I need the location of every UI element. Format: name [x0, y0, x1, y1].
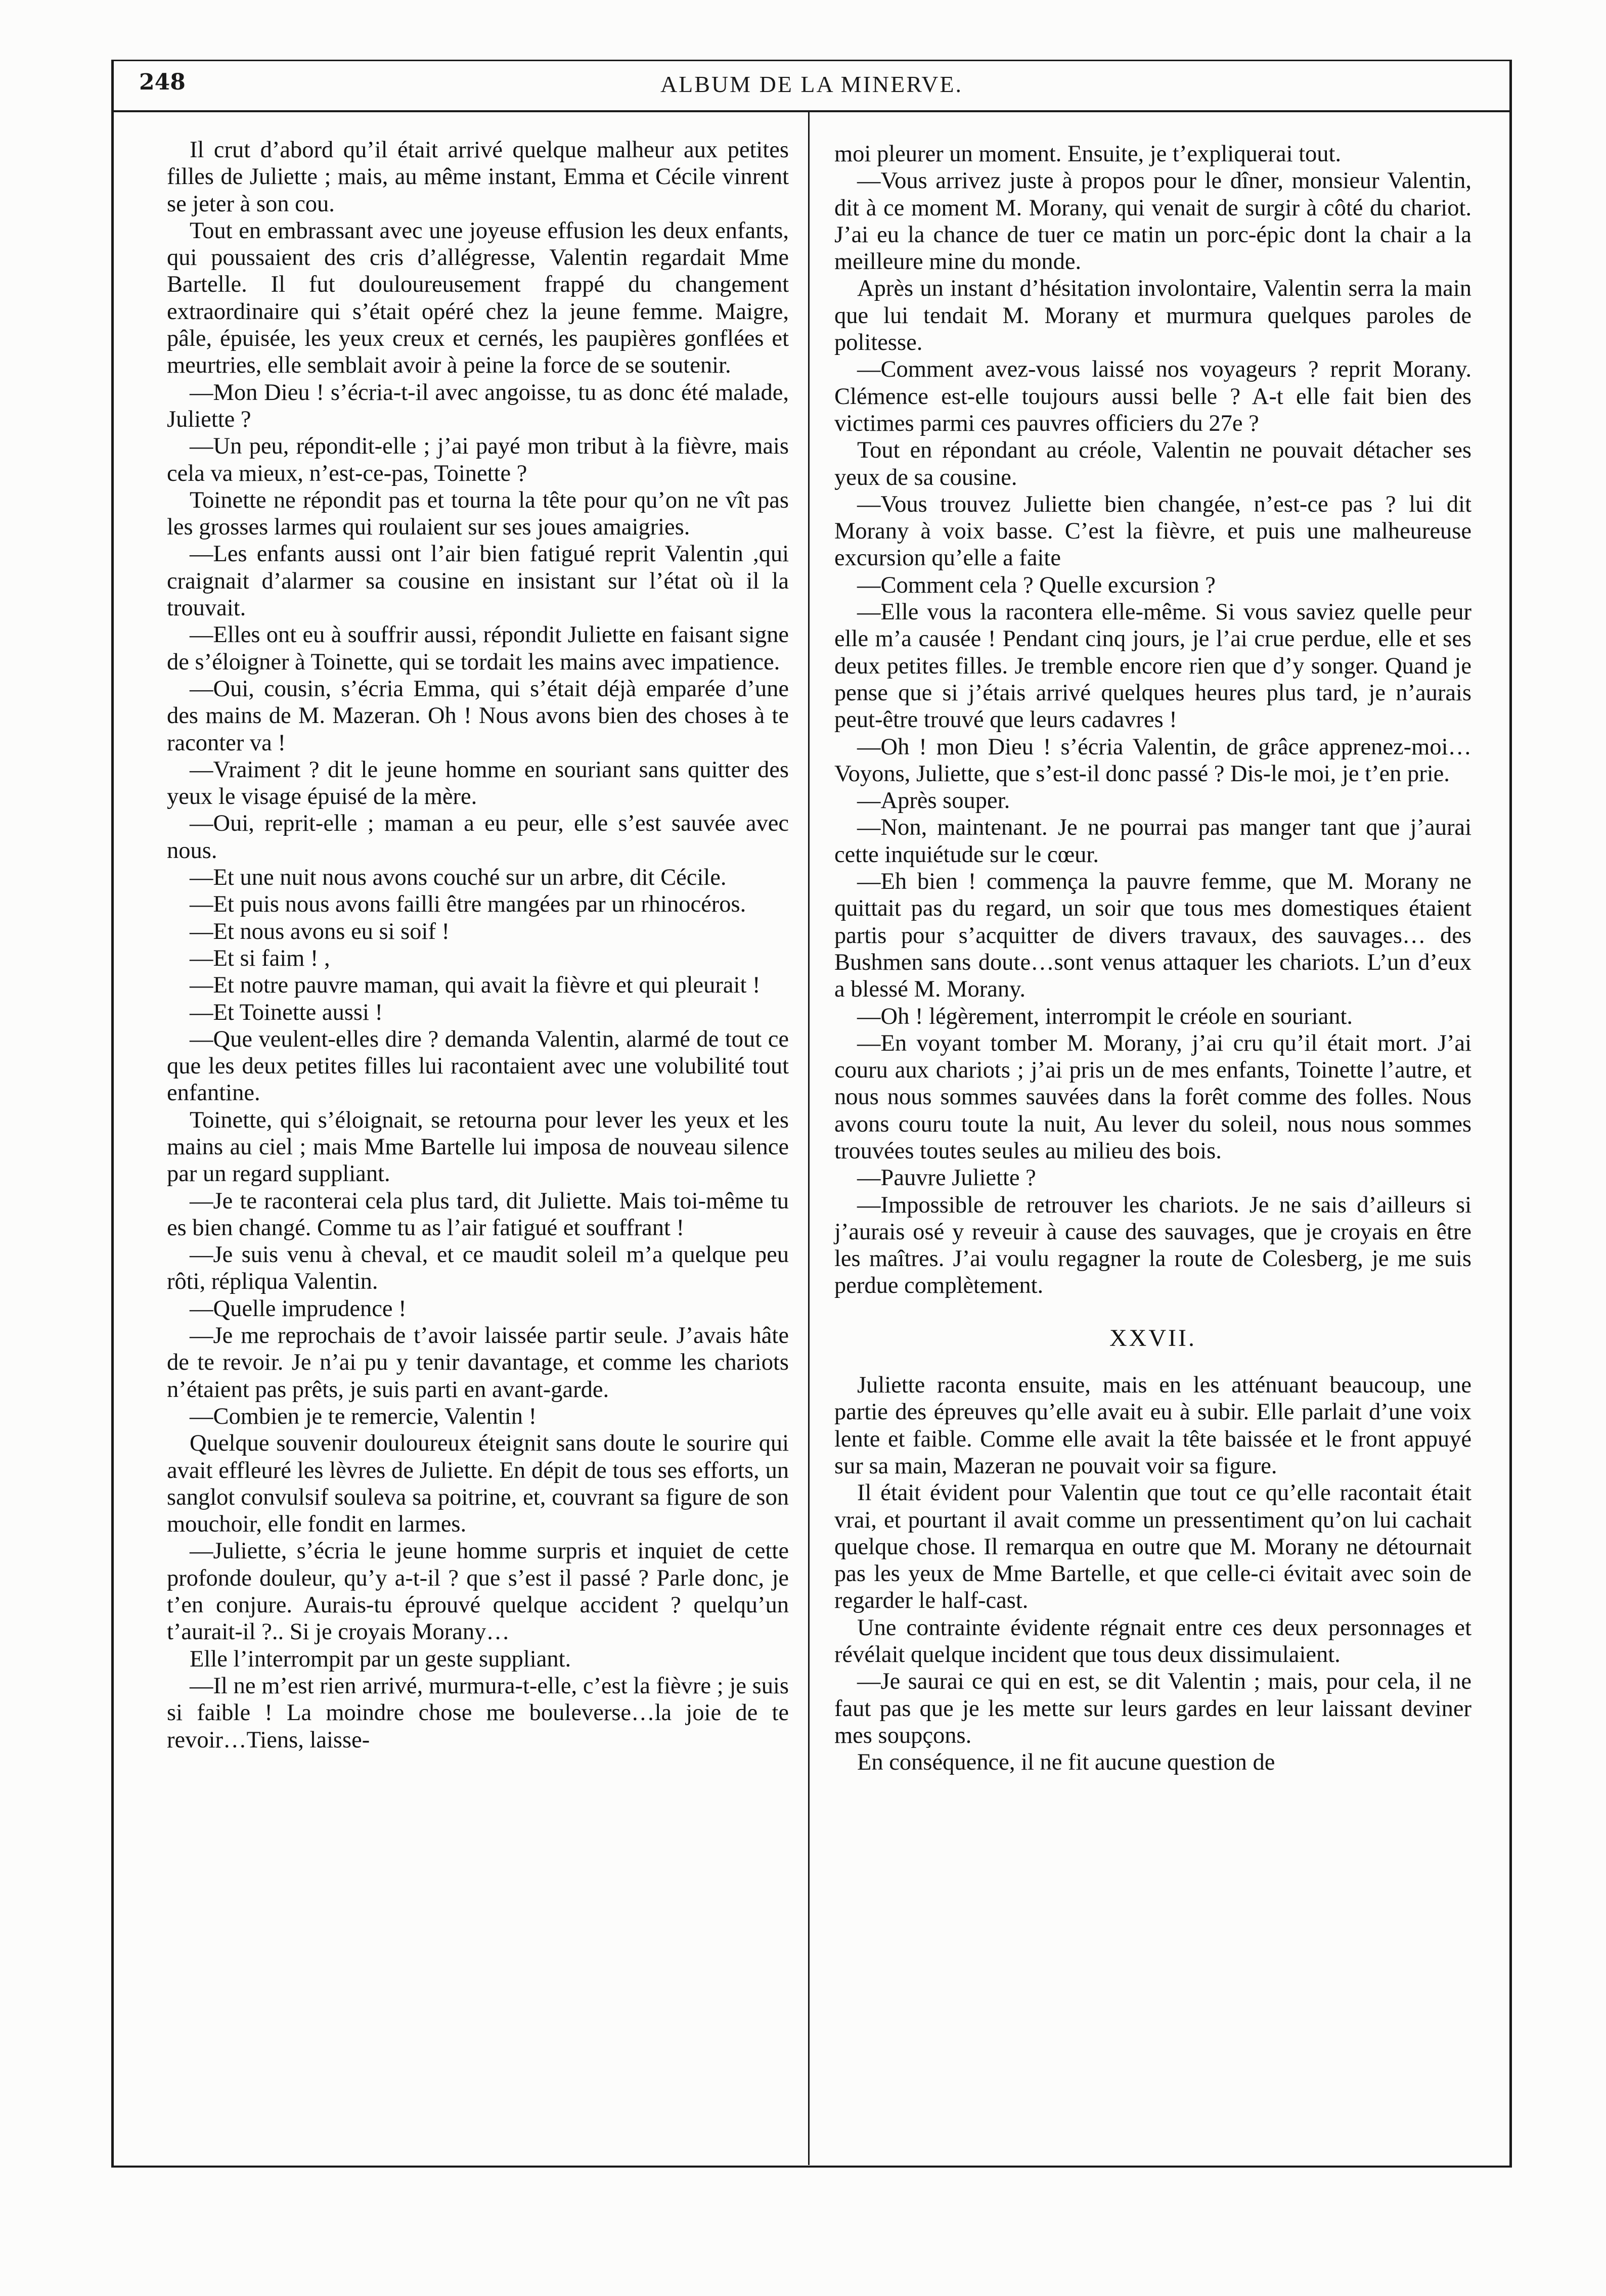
paragraph: —Juliette, s’écria le jeune homme surpris et inquiet de cette profonde douleur, qu’y a-t-il ? que s’est il passé ? Parle donc, je t’en conjure. Aurais-tu éprouvé quelque accident ? quelqu’un t’aurait-il ?.. Si je croyais Morany… [167, 1538, 789, 1645]
paragraph: —Oui, reprit-elle ; maman a eu peur, elle s’est sauvée avec nous. [167, 811, 789, 864]
paragraph: —Un peu, répondit-elle ; j’ai payé mon tribut à la fièvre, mais cela va mieux, n’est-ce-pas, Toinette ? [167, 433, 789, 486]
paragraph: Elle l’interrompit par un geste suppliant. [190, 1646, 571, 1672]
paragraph: —Je saurai ce qui en est, se dit Valentin ; mais, pour cela, il ne faut pas que je les mette sur leurs gardes en leur laissant deviner mes soupçons. [834, 1669, 1471, 1748]
paragraph: Quelque souvenir douloureux éteignit sans doute le sourire qui avait effleuré les lèvres de Juliette. En dépit de tous ses efforts, un sanglot convulsif souleva sa poitrine, et, couvrant sa figure de son mouchoir, elle fondit en larmes. [167, 1430, 789, 1538]
left-column [167, 137, 789, 1753]
paragraph: —Vous arrivez juste à propos pour le dîner, monsieur Valentin, dit à ce moment M. Morany, qui venait de surgir à côté du chariot. J’ai eu la chance de tuer ce matin un porc-épic dont la chair a la meilleure mine du monde. [834, 168, 1471, 275]
paragraph: —Vous trouvez Juliette bien changée, n’est-ce pas ? lui dit Morany à voix basse. C’est la fièvre, et puis une malheureuse excursion qu’elle a faite [834, 491, 1471, 571]
section-heading: XXVII. [1109, 1324, 1196, 1352]
paragraph: —Après souper. [857, 788, 1010, 814]
paragraph: Après un instant d’hésitation involontaire, Valentin serra la main que lui tendait M. Morany et murmura quelques paroles de politesse. [834, 276, 1471, 356]
paragraph: —Mon Dieu ! s’écria-t-il avec angoisse, tu as donc été malade, Juliette ? [167, 379, 789, 432]
page-number: 248 [139, 69, 186, 95]
right-column [834, 141, 1471, 1776]
right-column-before-heading [834, 141, 1471, 1299]
paragraph: —Non, maintenant. Je ne pourrai pas manger tant que j’aurai cette inquiétude sur le cœur. [834, 815, 1471, 868]
paragraph: —Oh ! mon Dieu ! s’écria Valentin, de grâce apprenez-moi… Voyons, Juliette, que s’est-il donc passé ? Dis-le moi, je t’en prie. [834, 734, 1471, 787]
paragraph: —Et une nuit nous avons couché sur un arbre, dit Cécile. [190, 865, 727, 891]
paragraph: Tout en répondant au créole, Valentin ne pouvait détacher ses yeux de sa cousine. [834, 437, 1471, 490]
paragraph: —Et puis nous avons failli être mangées par un rhinocéros. [190, 891, 746, 918]
right-column-after-heading [834, 1372, 1471, 1776]
paragraph: Il était évident pour Valentin que tout ce qu’elle racontait était vrai, et pourtant il avait comme un pressentiment qu’on lui cachait quelque chose. Il remarqua en outre que M. Morany ne détournait pas les yeux de Mme Bartelle, et que celle-ci évitait avec soin de regarder le half-cast. [834, 1480, 1471, 1614]
paragraph: Tout en embrassant avec une joyeuse effusion les deux enfants, qui poussaient des cris d’allégresse, Valentin regardait Mme Bartelle. Il fut douloureusement frappé du changement extraordinaire qui s’était opéré chez la jeune femme. Maigre, pâle, épuisée, les yeux creux et cernés, les paupières gonflées et meurtries, elle semblait avoir à peine la force de se soutenir. [167, 217, 789, 379]
paragraph: —Combien je te remercie, Valentin ! [190, 1403, 537, 1429]
paragraph: Toinette, qui s’éloignait, se retourna pour lever les yeux et les mains au ciel ; mais Mme Bartelle lui imposa de nouveau silence par un regard suppliant. [167, 1107, 789, 1187]
paragraph: —Vraiment ? dit le jeune homme en souriant sans quitter des yeux le visage épuisé de la mère. [167, 756, 789, 810]
paragraph: —Que veulent-elles dire ? demanda Valentin, alarmé de tout ce que les deux petites filles lui racontaient avec une volubilité tout enfantine. [167, 1026, 789, 1106]
paragraph: Juliette raconta ensuite, mais en les atténuant beaucoup, une partie des épreuves qu’elle avait eu à subir. Elle parlait d’une voix lente et faible. Comme elle avait la tête baissée et le front appuyé sur sa main, Mazeran ne pouvait voir sa figure. [834, 1372, 1471, 1479]
paragraph: En conséquence, il ne fit aucune question de [857, 1749, 1275, 1776]
paragraph: —Comment avez-vous laissé nos voyageurs ? reprit Morany. Clémence est-elle toujours aussi belle ? A-t elle fait bien des victimes parmi ces pauvres officiers du 27e ? [834, 356, 1471, 436]
paragraph: —Elle vous la racontera elle-même. Si vous saviez quelle peur elle m’a causée ! Pendant cinq jours, je l’ai crue perdue, elle et ses deux petites filles. Je tremble encore rien que d’y songer. Quand je pense que si j’étais arrivé quelques heures plus tard, je n’aurais peut-être trouvé que leurs cadavres ! [834, 599, 1471, 733]
running-title: ALBUM DE LA MINERVE. [660, 71, 963, 97]
paragraph: —Pauvre Juliette ? [857, 1165, 1036, 1191]
paragraph: Toinette ne répondit pas et tourna la tête pour qu’on ne vît pas les grosses larmes qui roulaient sur ses joues amaigries. [167, 487, 789, 541]
paragraph: —Eh bien ! commença la pauvre femme, que M. Morany ne quittait pas du regard, un soir que tous mes domestiques étaient partis pour s’acquitter de divers travaux, des sauvages… des Bushmen sans doute…sont venus attaquer les chariots. L’un d’eux a blessé M. Morany. [834, 869, 1471, 1003]
paragraph: —Impossible de retrouver les chariots. Je ne sais d’ailleurs si j’aurais osé y reveuir à cause des sauvages, que je croyais en être les maîtres. J’ai voulu regagner la route de Colesberg, je me suis perdue complètement. [834, 1192, 1471, 1299]
paragraph: —Comment cela ? Quelle excursion ? [857, 572, 1216, 598]
paragraph: —Elles ont eu à souffrir aussi, répondit Juliette en faisant signe de s’éloigner à Toinette, qui se tordait les mains avec impatience. [167, 622, 789, 675]
paragraph: —Et Toinette aussi ! [190, 999, 383, 1025]
paragraph: —Il ne m’est rien arrivé, murmura-t-elle, c’est la fièvre ; je suis si faible ! La moindre chose me bouleverse…la joie de te revoir…Tiens, laisse- [167, 1673, 789, 1753]
paragraph: —Quelle imprudence ! [190, 1295, 407, 1322]
paragraph: moi pleurer un moment. Ensuite, je t’expliquerai tout. [834, 141, 1342, 167]
paragraph: —Oui, cousin, s’écria Emma, qui s’était déjà emparée d’une des mains de M. Mazeran. Oh ! Nous avons bien des choses à te raconter va ! [167, 676, 789, 756]
paragraph: —Et notre pauvre maman, qui avait la fièvre et qui pleurait ! [190, 972, 761, 999]
paragraph: —Je te raconterai cela plus tard, dit Juliette. Mais toi-même tu es bien changé. Comme tu as l’air fatigué et souffrant ! [167, 1188, 789, 1241]
paragraph: —Je suis venu à cheval, et ce maudit soleil m’a quelque peu rôti, répliqua Valentin. [167, 1242, 789, 1295]
paragraph: —Les enfants aussi ont l’air bien fatigué reprit Valentin ,qui craignait d’alarmer sa cousine en insistant sur l’état où il la trouvait. [167, 541, 789, 621]
column-divider [808, 112, 810, 2165]
paragraph: —Oh ! légèrement, interrompit le créole en souriant. [857, 1003, 1353, 1029]
paragraph: Il crut d’abord qu’il était arrivé quelque malheur aux petites filles de Juliette ; mais, au même instant, Emma et Cécile vinrent se jeter à son cou. [167, 137, 789, 217]
paragraph: Une contrainte évidente régnait entre ces deux personnages et révélait quelque incident que tous deux dissimulaient. [834, 1614, 1471, 1668]
paragraph: —Je me reprochais de t’avoir laissée partir seule. J’avais hâte de te revoir. Je n’ai pu y tenir davantage, et comme les chariots n’étaient pas prêts, je suis parti en avant-garde. [167, 1323, 789, 1403]
paragraph: —Et si faim ! , [190, 945, 330, 971]
paragraph: —En voyant tomber M. Morany, j’ai cru qu’il était mort. J’ai couru aux chariots ; j’ai pris un de mes enfants, Toinette l’autre, et nous nous sommes sauvées dans la forêt comme des folles. Nous avons couru toute la nuit, Au lever du soleil, nous nous sommes trouvées toutes seules au milieu des bois. [834, 1030, 1471, 1164]
paragraph: —Et nous avons eu si soif ! [190, 918, 450, 944]
